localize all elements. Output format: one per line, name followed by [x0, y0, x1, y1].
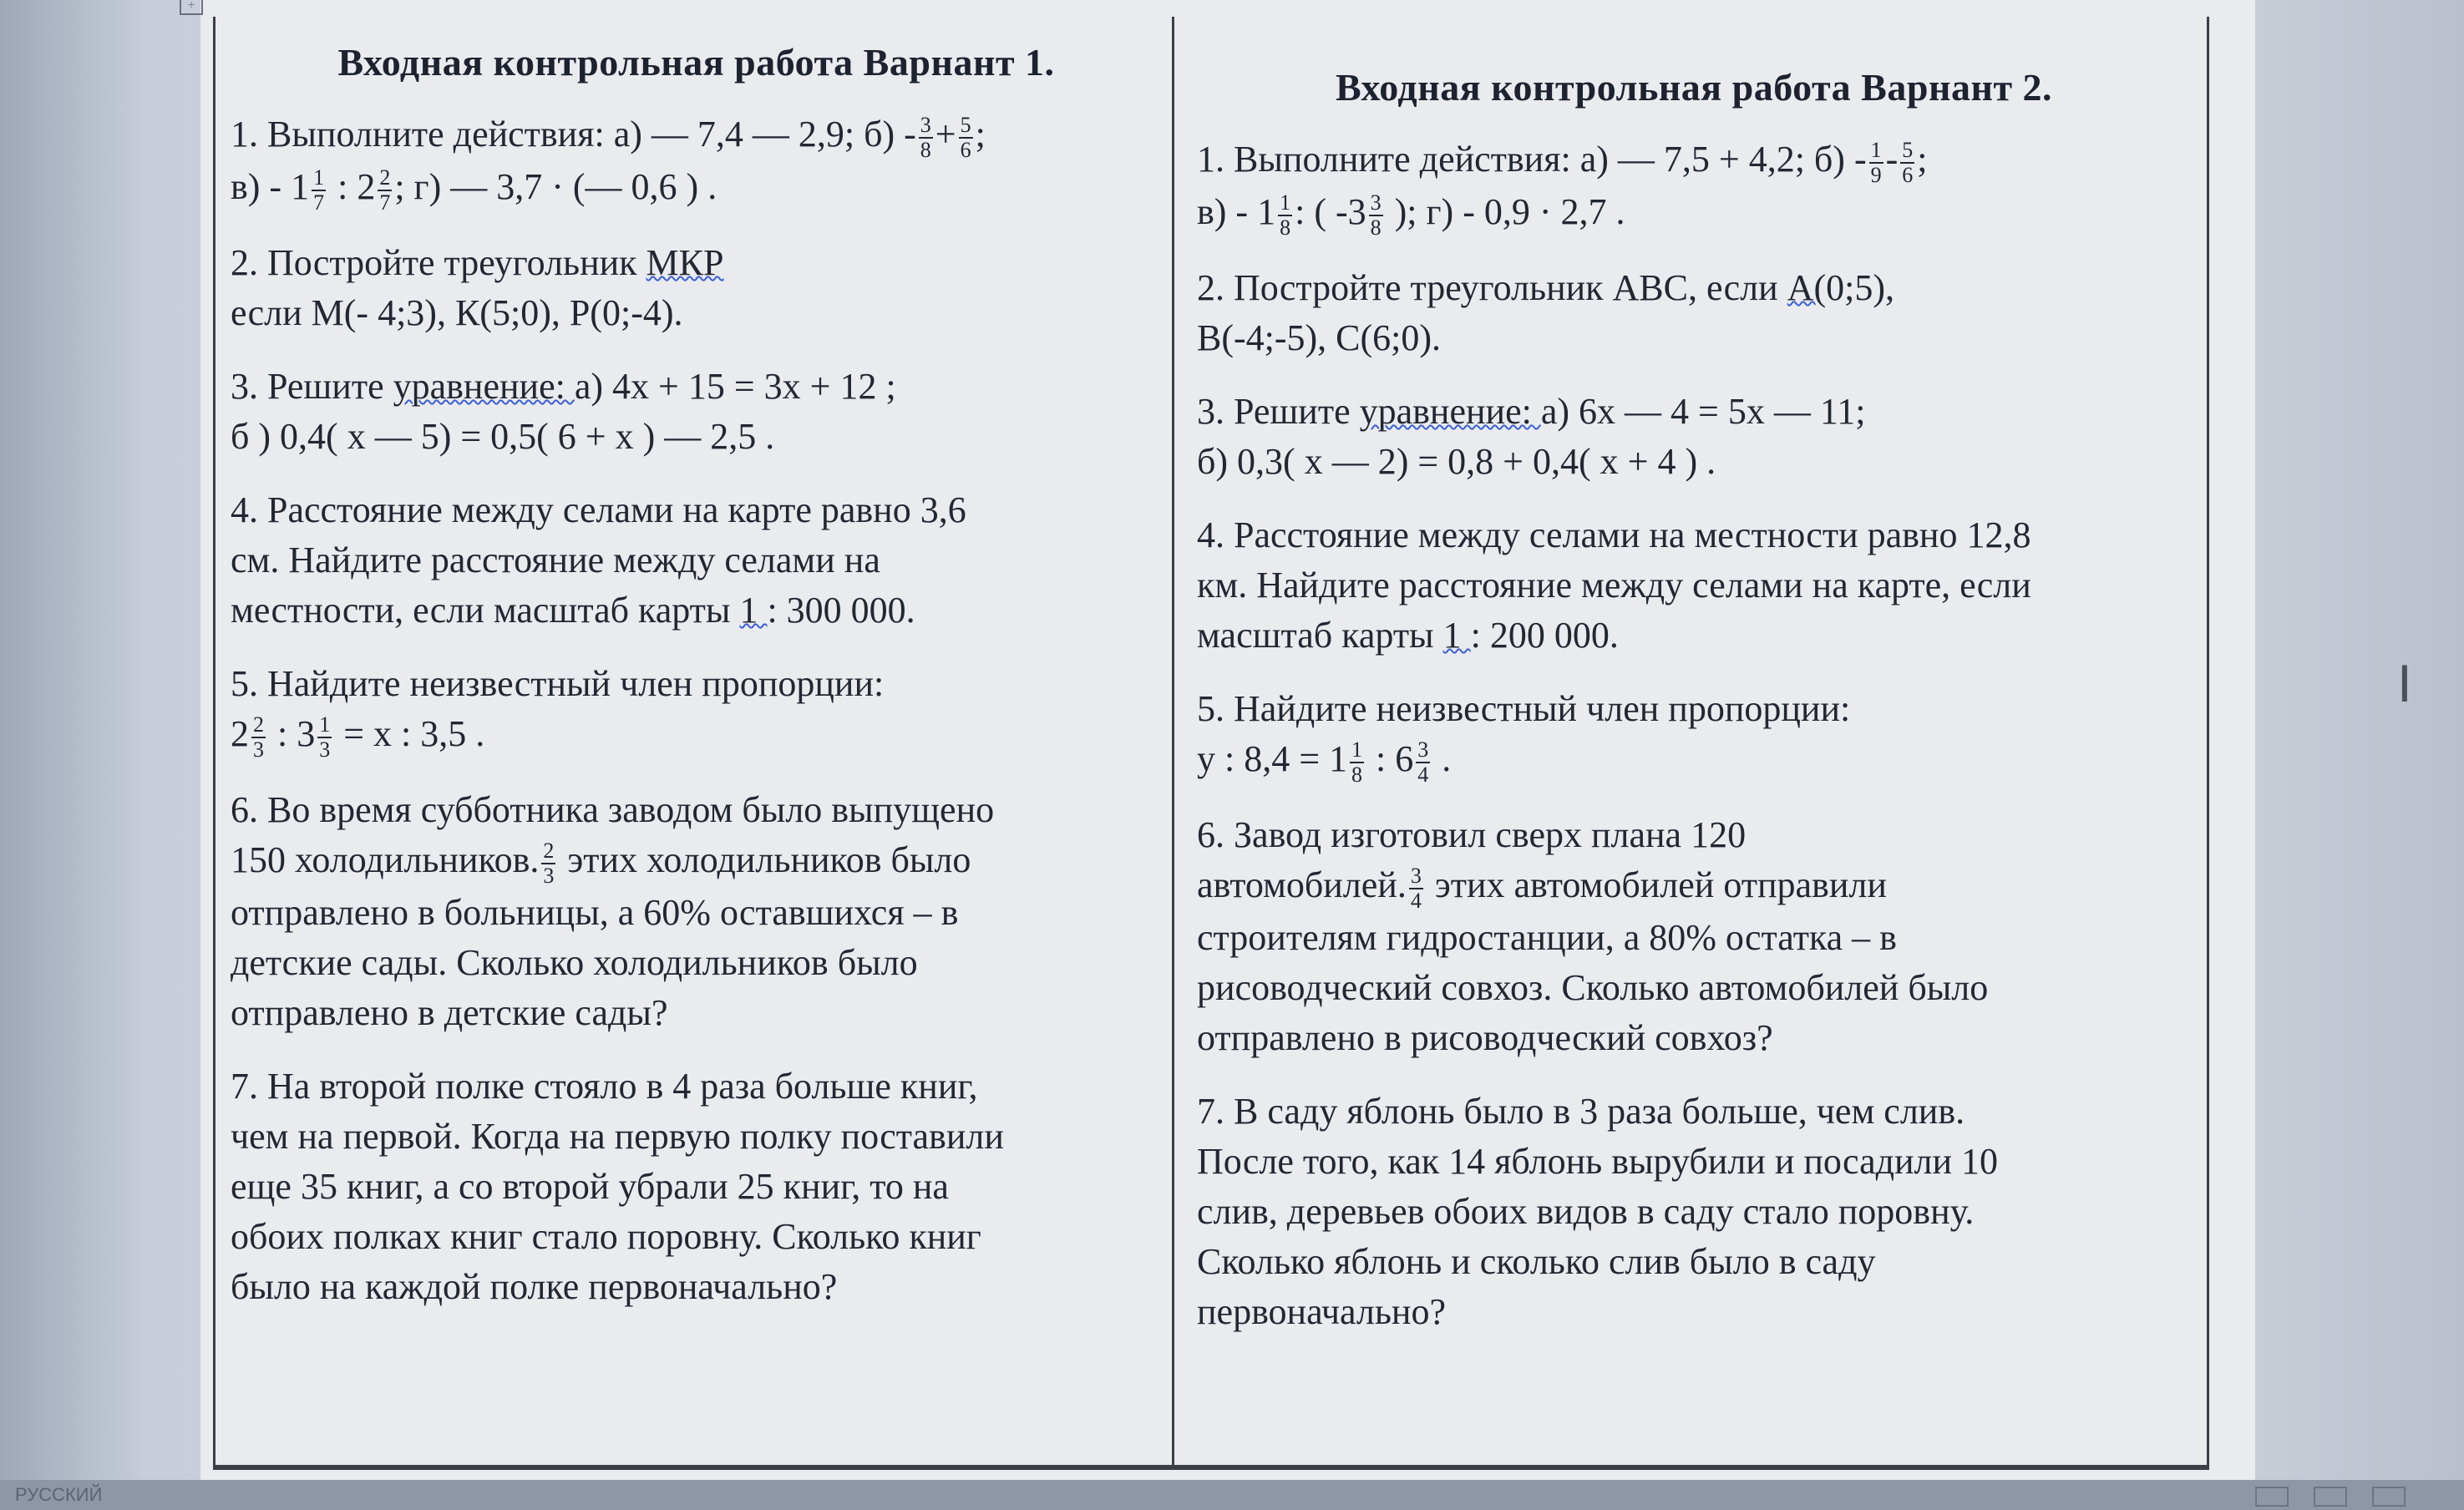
fraction: $\frac{5}{6}$	[960, 112, 971, 162]
fraction: $\frac{2}{3}$	[543, 838, 555, 888]
fraction: $\frac{1}{3}$	[319, 712, 331, 762]
v1-task-5: 5. Найдите неизвестный член пропорции: 2 $\frac{2}{3}$ : 3 $\frac{1}{3}$ = x : 3,5 .	[231, 662, 885, 762]
spellcheck-underline[interactable]: уравнение:	[393, 365, 575, 407]
v2-task-3: 3. Решите уравнение: а) 6x — 4 = 5x — 11; б) 0,3( x — 2) = 0,8 + 0,4( x + 4 ) .	[1197, 390, 1866, 482]
spellcheck-underline[interactable]: А(	[1787, 266, 1827, 308]
v1-task-3: 3. Решите уравнение: а) 4x + 15 = 3x + 12 ; б ) 0,4( x — 5) = 0,5( 6 + x ) — 2,5 .	[231, 365, 896, 457]
v2-task-2: 2. Постройте треугольник АВС, если А(0;5), В(-4;-5), С(6;0).	[1197, 266, 1894, 358]
v2-task-4: 4. Расстояние между селами на местности равно 12,8 км. Найдите расстояние между селами на карте, если масштаб карты 1 : 200 000.	[1197, 514, 2031, 656]
fraction: $\frac{1}{9}$	[1870, 137, 1882, 187]
fraction: $\frac{1}{7}$	[313, 165, 325, 215]
v1-task-1: 1. Выполните действия: а) — 7,4 — 2,9; б) - $\frac{3}{8}$ + $\frac{5}{6}$ ; в) - 1 $\frac{1}{7}$ : 2 $\frac{2}{7}$ ; г) — 3,7 · (— 0,6 ) .	[231, 112, 986, 215]
v2-task-5: 5. Найдите неизвестный член пропорции: y : 8,4 = 1 $\frac{1}{8}$ : 6 $\frac{3}{4}$ .	[1197, 687, 1851, 787]
v2-task-1: 1. Выполните действия: а) — 7,5 + 4,2; б) - $\frac{1}{9}$ - $\frac{5}{6}$ ; в) - 1 $\frac{1}{8}$ : ( -3 $\frac{3}{8}$ ); г) - 0,9 · 2,7 .	[1197, 137, 1928, 240]
table-move-handle-icon[interactable]: +	[180, 0, 203, 15]
fraction: $\frac{3}{8}$	[920, 112, 931, 162]
print-layout-icon[interactable]	[2314, 1487, 2347, 1507]
fraction: $\frac{2}{3}$	[253, 712, 264, 762]
fraction: $\frac{5}{6}$	[1902, 137, 1914, 187]
fraction: $\frac{3}{4}$	[1417, 737, 1429, 787]
spellcheck-underline[interactable]: 1	[739, 589, 768, 631]
spellcheck-underline[interactable]: 1	[1442, 614, 1471, 656]
fraction: $\frac{3}{8}$	[1370, 190, 1382, 240]
status-bar	[0, 1480, 2464, 1510]
view-mode-icon[interactable]	[2255, 1487, 2289, 1507]
v1-task-2: 2. Постройте треугольник МКР если М(- 4;3), К(5;0), Р(0;-4).	[231, 241, 724, 333]
v2-task-6: 6. Завод изготовил сверх плана 120 автомобилей. $\frac{3}{4}$ этих автомобилей отправили строителям гидростанции, а 80% остатка – в рисоводческий совхоз. Сколько автомобилей было отправлено в рисоводческий совхоз?	[1197, 813, 1989, 1058]
fraction: $\frac{3}{4}$	[1410, 863, 1422, 913]
column-divider	[1172, 17, 1174, 1467]
fraction: $\frac{1}{8}$	[1351, 737, 1363, 787]
variant-1-title: Входная контрольная работа Варнант 1.	[337, 41, 1055, 84]
web-layout-icon[interactable]	[2372, 1487, 2406, 1507]
variant-1-column	[231, 17, 1162, 1335]
spellcheck-underline[interactable]: МКР	[646, 241, 724, 283]
spellcheck-underline[interactable]: уравнение:	[1359, 390, 1541, 432]
v1-task-7: 7. На второй полке стояло в 4 раза больше книг, чем на первой. Когда на первую полку поставили еще 35 книг, а со второй убрали 25 книг, то на обоих полках книг стало поровну. Сколько книг было на каждой полке первоначально?	[231, 1065, 1004, 1307]
table-bottom-border	[215, 1465, 2207, 1467]
variant-2-title: Входная контрольная работа Варнант 2.	[1335, 66, 2053, 109]
fraction: $\frac{1}{8}$	[1280, 190, 1291, 240]
text-cursor-icon: I	[2397, 656, 2412, 714]
v2-task-7: 7. В саду яблонь было в 3 раза больше, чем слив. После того, как 14 яблонь вырубили и посадили 10 слив, деревьев обоих видов в саду стало поровну. Сколько яблонь и сколько слив было в саду первоначально?	[1197, 1090, 1999, 1332]
fraction: $\frac{2}{7}$	[379, 165, 391, 215]
v1-task-6: 6. Во время субботника заводом было выпущено 150 холодильников. $\frac{2}{3}$ этих холодильников было отправлено в больницы, а 60% оставшихся – в детские сады. Сколько холодильников было отправлено в детские сады?	[231, 788, 995, 1033]
language-indicator[interactable]: РУССКИЙ	[15, 1484, 103, 1505]
variant-2-column	[1197, 17, 2191, 1361]
v1-task-4: 4. Расстояние между селами на карте равно 3,6 см. Найдите расстояние между селами на местности, если масштаб карты 1 : 300 000.	[231, 489, 966, 631]
tasks-table	[213, 17, 2209, 1470]
